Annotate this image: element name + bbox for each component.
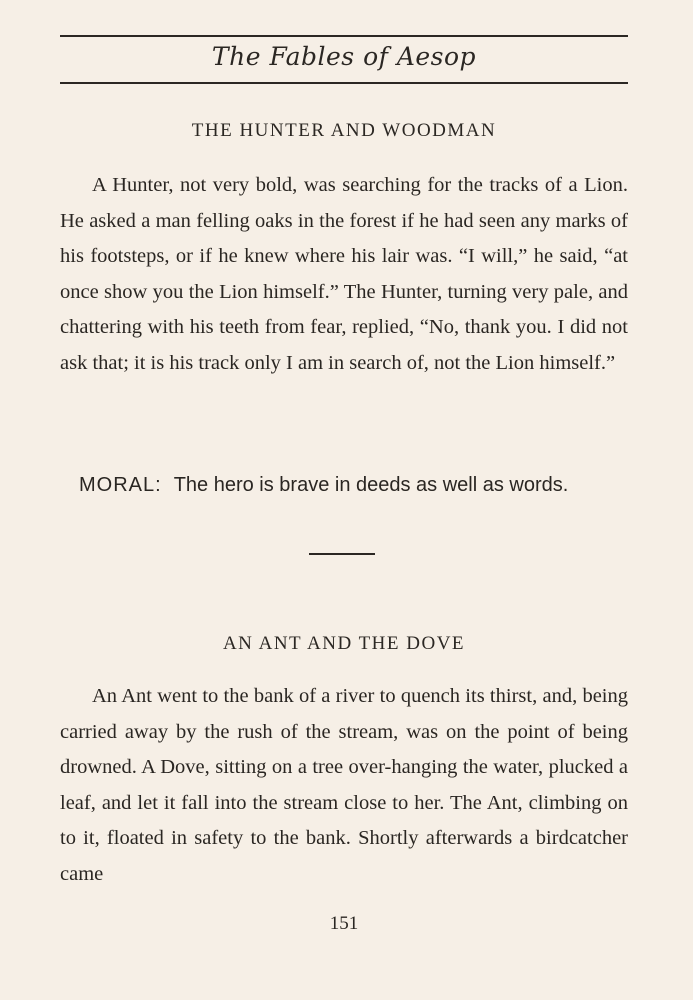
running-title: The Fables of Aesop	[211, 42, 477, 71]
fable-text-ant-and-dove: An Ant went to the bank of a river to quench its thirst, and, being carried away by the rush of the stream, was on the point of being drowned. A Dove, sitting on a tree over-hanging the water, plucked a leaf, and let it fall into the stream close to her. The Ant, climbing on to it, floated in safety to the bank. Shortly afterwards a birdcatcher came	[60, 685, 628, 885]
fable-title-hunter-and-woodman: THE HUNTER AND WOODMAN	[191, 120, 497, 141]
fable-title-ant-and-dove: AN ANT AND THE DOVE	[222, 633, 466, 654]
moral-label: MORAL:	[79, 474, 162, 496]
page-number: 151	[329, 913, 359, 934]
header-rule-bottom	[60, 82, 628, 84]
fable-text-hunter-and-woodman: A Hunter, not very bold, was searching for the tracks of a Lion. He asked a man felling oaks in the forest if he had seen any marks of his footsteps, or if he knew where his lair was. “I will,” he said, “at once show you the Lion himself.” The Hunter, turning very pale, and chattering with his teeth from fear, replied, “No, thank you. I did not ask that; it is his track only I am in search of, not the Lion himself.”	[60, 174, 628, 374]
header-rule-top	[60, 35, 628, 37]
moral	[79, 474, 639, 497]
moral-text: The hero is brave in deeds as well as words.	[173, 474, 569, 496]
section-divider	[309, 553, 375, 555]
